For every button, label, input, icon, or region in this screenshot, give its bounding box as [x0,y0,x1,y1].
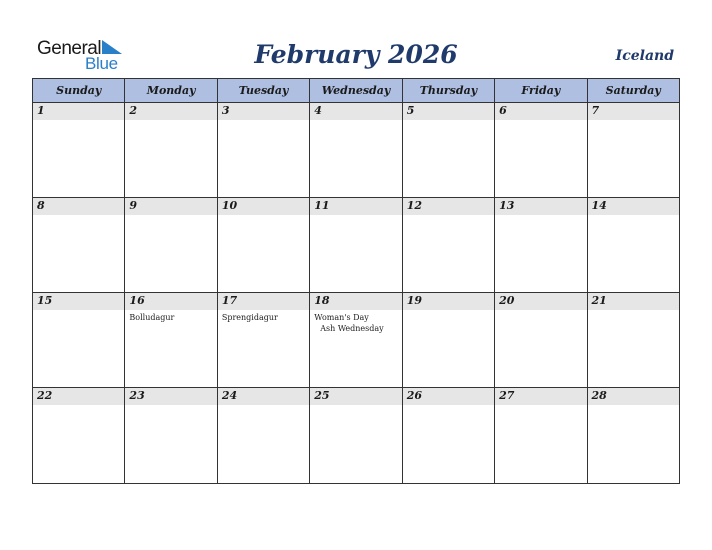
day-number: 21 [591,294,607,307]
week-row [33,103,679,198]
day-cell[interactable] [125,198,217,292]
weekday-header: Friday [495,79,587,102]
day-cell[interactable] [495,198,587,292]
day-cell[interactable] [33,388,125,483]
day-number: 19 [406,294,422,307]
day-number: 18 [314,294,330,307]
day-number: 20 [499,294,515,307]
week-row [33,388,679,483]
day-cell[interactable] [403,293,495,387]
day-number-band [218,103,309,120]
country-label: Iceland [615,48,674,64]
day-number: 14 [591,199,607,212]
day-number: 7 [591,104,600,117]
day-cell[interactable] [310,198,402,292]
day-number-band [403,103,494,120]
day-cell[interactable] [588,103,679,197]
day-events [222,312,307,323]
day-cell[interactable] [218,103,310,197]
day-cell[interactable] [588,293,679,387]
day-cell[interactable] [310,103,402,197]
day-events [129,312,214,323]
day-number-band [125,103,216,120]
holiday-event: Ash Wednesday [320,324,384,333]
week-row [33,198,679,293]
day-cell[interactable] [495,293,587,387]
day-cell[interactable] [588,198,679,292]
day-number-band [588,103,679,120]
day-cell[interactable] [403,198,495,292]
day-cell[interactable] [310,293,402,387]
weekday-header: Monday [125,79,217,102]
weekday-header: Thursday [403,79,495,102]
day-cell[interactable] [403,388,495,483]
day-number: 10 [221,199,238,212]
logo-blue-text: Blue [85,54,118,73]
weekday-header: Sunday [33,79,125,102]
day-cell[interactable] [33,103,125,197]
day-cell[interactable] [310,388,402,483]
day-number: 3 [221,104,230,117]
calendar-grid [32,78,680,484]
weekday-header: Saturday [605,84,661,97]
day-events [314,312,399,334]
day-number: 9 [129,199,138,212]
day-number: 6 [499,104,507,117]
day-number: 4 [314,104,322,117]
week-row [33,293,679,388]
day-cell[interactable] [125,103,217,197]
day-number: 28 [591,389,607,402]
day-number: 27 [499,389,515,402]
weekday-header-row [33,79,679,103]
day-cell[interactable] [33,293,125,387]
day-cell[interactable] [125,293,217,387]
day-number: 11 [314,199,330,212]
day-cell[interactable] [403,103,495,197]
day-number: 1 [37,104,45,117]
day-number-band [495,103,586,120]
weekday-header: Tuesday [218,79,310,102]
day-cell[interactable] [218,293,310,387]
day-cell[interactable] [33,198,125,292]
day-number: 8 [37,199,45,212]
logo-general-text: General [37,38,102,59]
day-cell[interactable] [218,388,310,483]
day-number: 16 [129,294,145,307]
day-number: 12 [406,199,422,212]
holiday-event: Bolludagur [129,313,175,322]
holiday-event: Sprengidagur [221,313,278,322]
weeks-container [33,103,679,483]
day-number: 15 [37,294,53,307]
day-cell[interactable] [495,103,587,197]
day-number: 25 [314,389,330,402]
day-cell[interactable] [495,388,587,483]
day-cell[interactable] [588,388,679,483]
day-number: 17 [221,294,238,307]
day-number-band [33,198,124,215]
holiday-event: Woman's Day [314,313,369,322]
day-number: 13 [499,199,515,212]
calendar-title: February 2026 [254,40,458,69]
day-cell[interactable] [218,198,310,292]
weekday-header: Wednesday [310,79,402,102]
day-number: 5 [406,104,415,117]
day-number-band [33,103,124,120]
day-cell[interactable] [125,388,217,483]
day-number: 22 [37,389,53,402]
day-number: 2 [129,104,138,117]
day-number: 24 [221,389,238,402]
day-number: 26 [406,389,422,402]
day-number: 23 [129,389,145,402]
day-number-band [125,198,216,215]
day-number-band [310,103,401,120]
